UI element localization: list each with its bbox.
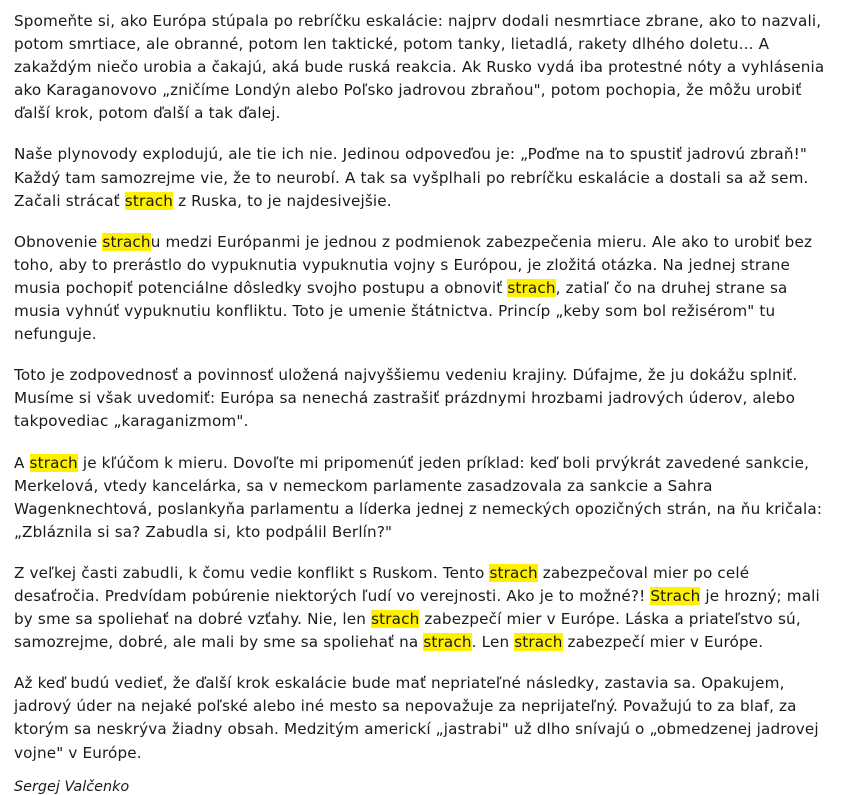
paragraph-list: [14, 10, 837, 765]
paragraph: [14, 10, 837, 125]
text-run: zabezpečoval mier po celé desaťročia. Predvídam pobúrenie niektorých ľudí vo verejnosti. Ako je to možné?!: [14, 563, 750, 605]
paragraph: [14, 562, 837, 654]
highlighted-text: strach: [102, 232, 151, 251]
text-run: zabezpečí mier v Európe. Láska a priateľstvo sú, samozrejme, dobré, ale mali by sme sa spoliehať na: [14, 610, 801, 652]
text-run: , zatiaľ čo na druhej strane sa musia vyhnúť vypuknutiu konfliktu. Toto je umenie štátnictva. Princíp „keby som bol režisérom" tu nefunguje.: [14, 278, 788, 344]
highlighted-text: strach: [371, 610, 420, 629]
text-run: Obnovenie: [14, 232, 103, 251]
paragraph: [14, 452, 837, 544]
paragraph: [14, 672, 837, 764]
highlighted-text: Strach: [650, 586, 701, 605]
highlighted-text: strach: [507, 278, 556, 297]
text-run: Naše plynovody explodujú, ale tie ich nie. Jedinou odpoveďou je: „Poďme na to spustiť jadrovú zbraň!" Každý tam samozrejme vie, že to neurobí. A tak sa vyšplhali po rebríčku eskalácie a dostali sa až sem. Začali strácať: [14, 145, 809, 210]
text-run: Z veľkej časti zabudli, k čomu vedie konflikt s Ruskom. Tento: [14, 563, 490, 582]
text-run: . Len: [471, 633, 515, 652]
paragraph: [14, 231, 837, 346]
highlighted-text: strach: [423, 633, 472, 652]
text-run: Toto je zodpovednosť a povinnosť uložená najvyššiemu vedeniu krajiny. Dúfajme, že ju dokážu splniť. Musíme si však uvedomiť: Európa sa nenechá zastrašiť prázdnymi hrozbami jadrových úderov, alebo takpovediac „karaganizmom".: [14, 366, 798, 431]
text-run: Až keď budú vedieť, že ďalší krok eskalácie bude mať nepriateľné následky, zastavia sa. Opakujem, jadrový úder na nejaké poľské alebo iné mesto sa nepovažuje za neprijateľný. Považujú to za blaf, za ktorým sa neskrýva žiadny obsah. Medzitým americkí „jastrabi" už dlho snívajú o „obmedzenej jadrovej vojne" v Európe.: [14, 674, 819, 762]
highlighted-text: strach: [514, 633, 563, 652]
paragraph: [14, 364, 837, 433]
article-signature: Sergej Valčenko: [14, 778, 130, 795]
text-run: je hrozný; mali by sme sa spoliehať na dobré vzťahy. Nie, len: [14, 586, 820, 629]
highlighted-text: strach: [489, 563, 538, 582]
text-run: zabezpečí mier v Európe.: [562, 633, 764, 652]
paragraph: [14, 143, 837, 212]
text-run: z Ruska, to je najdesivejšie.: [173, 191, 392, 210]
text-run: je kľúčom k mieru. Dovoľte mi pripomenúť jeden príklad: keď boli prvýkrát zavedené sankcie, Merkelová, vtedy kancelárka, sa v nemeckom parlamente zasadzovala za sankcie a Sahra Wagenknechtová, poslankyňa parlamentu a líderka jednej z nemeckých opozičných strán, na ňu kričala: „Zbláznila si sa? Zabudla si, kto podpálil Berlín?": [14, 453, 823, 541]
text-run: u medzi Európanmi je jednou z podmienok zabezpečenia mieru. Ale ako to urobiť bez toho, aby to prerástlo do vypuknutia vypuknutia vojny s Európou, je zložitá otázka. Na jednej strane musia pochopiť potenciálne dôsledky svojho postupu a obnoviť: [14, 232, 813, 297]
text-run: A: [14, 453, 30, 472]
highlighted-text: strach: [124, 191, 174, 210]
highlighted-text: strach: [29, 453, 78, 472]
text-run: Spomeňte si, ako Európa stúpala po rebríčku eskalácie: najprv dodali nesmrtiace zbrane, ako to nazvali, potom smrtiace, ale obranné, potom len taktické, potom tanky, lietadlá, rakety dlhého doletu... A zakaždým niečo urobia a čakajú, aká bude ruská reakcia. Ak Rusko vydá iba protestné nóty a vyhlásenia ako Karaganovovo „zničíme Londýn alebo Poľsko jadrovou zbraňou", potom pochopia, že môžu urobiť ďalší krok, potom ďalší a tak ďalej.: [14, 12, 825, 123]
